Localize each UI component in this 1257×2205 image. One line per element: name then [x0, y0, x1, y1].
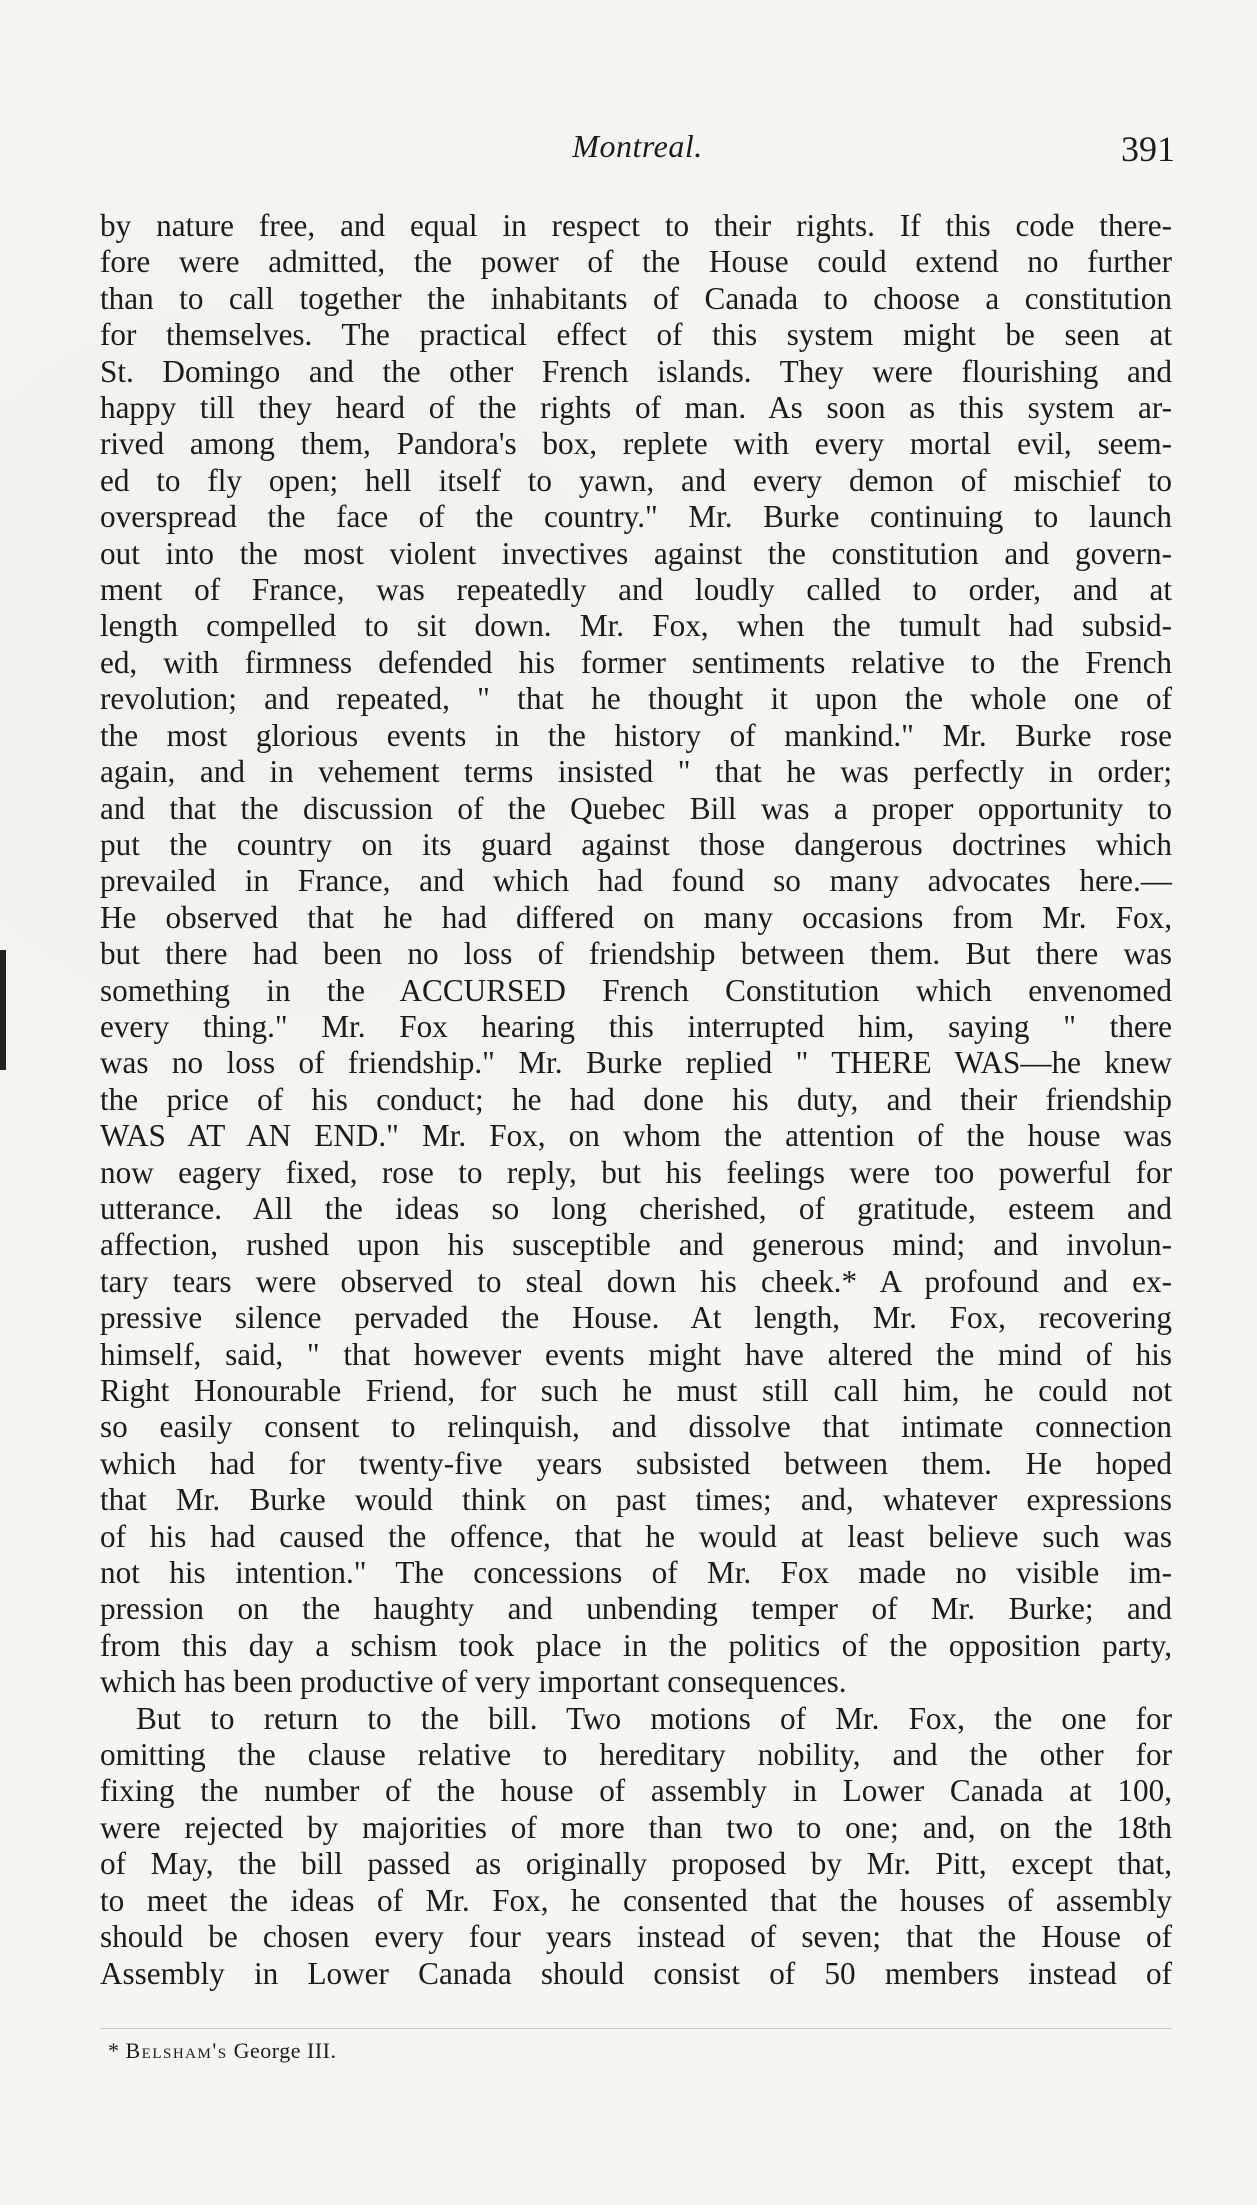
text-line: not his intention." The concessions of Mr. Fox made no visible im- — [100, 1555, 1172, 1591]
text-line: that Mr. Burke would think on past times; and, whatever expressions — [100, 1482, 1172, 1518]
body-text — [100, 208, 1172, 1992]
paragraph-1 — [100, 208, 1172, 1701]
text-line: fixing the number of the house of assembly in Lower Canada at 100, — [100, 1773, 1172, 1809]
text-line: every thing." Mr. Fox hearing this interrupted him, saying " there — [100, 1008, 1172, 1044]
text-line: should be chosen every four years instead of seven; that the House of — [100, 1919, 1172, 1955]
text-line: for themselves. The practical effect of this system might be seen at — [100, 317, 1172, 353]
text-line: happy till they heard of the rights of man. As soon as this system ar- — [100, 390, 1172, 426]
footnote-marker: * — [108, 2038, 120, 2063]
footnote-work: George III. — [233, 2038, 337, 2063]
text-line: ed to fly open; hell itself to yawn, and every demon of mischief to — [100, 462, 1172, 498]
text-line: the price of his conduct; he had done his duty, and their friendship — [100, 1081, 1172, 1117]
footnote-rule — [100, 2028, 1172, 2029]
footnote-author: Belsham's — [125, 2038, 228, 2063]
text-line: Right Honourable Friend, for such he must still call him, he could not — [100, 1373, 1172, 1408]
text-line: was no loss of friendship." Mr. Burke replied " THERE WAS—he knew — [100, 1045, 1172, 1081]
text-line: of his had caused the offence, that he would at least believe such was — [100, 1518, 1172, 1554]
text-line: than to call together the inhabitants of Canada to choose a constitution — [100, 280, 1172, 316]
text-line: omitting the clause relative to hereditary nobility, and the other for — [100, 1737, 1172, 1773]
text-line: himself, said, " that however events might have altered the mind of his — [100, 1336, 1172, 1372]
page-edge-mark — [0, 950, 6, 1070]
text-line: rived among them, Pandora's box, replete with every mortal evil, seem- — [100, 426, 1172, 462]
text-line: overspread the face of the country." Mr. Burke continuing to launch — [100, 499, 1172, 535]
text-line: He observed that he had differed on many occasions from Mr. Fox, — [100, 899, 1172, 935]
text-line: which had for twenty-five years subsisted between them. He hoped — [100, 1445, 1172, 1481]
text-line: revolution; and repeated, " that he thought it upon the whole one of — [100, 681, 1172, 717]
paragraph-2 — [100, 1701, 1172, 1992]
text-line: now eagery fixed, rose to reply, but his feelings were too powerful for — [100, 1154, 1172, 1190]
text-line: from this day a schism took place in the politics of the opposition party, — [100, 1627, 1172, 1663]
text-line: Assembly in Lower Canada should consist of 50 members instead of — [100, 1955, 1172, 1991]
text-line: put the country on its guard against those dangerous doctrines which — [100, 826, 1172, 862]
page-number: 391 — [1121, 129, 1175, 169]
text-line: the most glorious events in the history of mankind." Mr. Burke rose — [100, 717, 1172, 753]
text-line: and that the discussion of the Quebec Bill was a proper opportunity to — [100, 790, 1172, 826]
text-line: But to return to the bill. Two motions of Mr. Fox, the one for — [136, 1700, 1172, 1736]
text-line: but there had been no loss of friendship between them. But there was — [100, 936, 1172, 972]
text-line: out into the most violent invectives against the constitution and govern- — [100, 535, 1172, 571]
text-line: which has been productive of very important consequences. — [100, 1664, 847, 1700]
text-line: were rejected by majorities of more than two to one; and, on the 18th — [100, 1809, 1172, 1845]
text-line: so easily consent to relinquish, and dissolve that intimate connection — [100, 1409, 1172, 1445]
page-header — [100, 128, 1175, 176]
text-line: by nature free, and equal in respect to their rights. If this code there- — [100, 208, 1172, 243]
text-line: fore were admitted, the power of the House could extend no further — [100, 244, 1172, 280]
text-line: something in the ACCURSED French Constitution which envenomed — [100, 972, 1172, 1008]
text-line: ment of France, was repeatedly and loudly called to order, and at — [100, 572, 1172, 608]
text-line: again, and in vehement terms insisted " that he was perfectly in order; — [100, 754, 1172, 790]
text-line: to meet the ideas of Mr. Fox, he consented that the houses of assembly — [100, 1882, 1172, 1918]
text-line: tary tears were observed to steal down his cheek.* A profound and ex- — [100, 1263, 1172, 1299]
text-line: St. Domingo and the other French islands. They were flourishing and — [100, 353, 1172, 389]
text-line: of May, the bill passed as originally proposed by Mr. Pitt, except that, — [100, 1846, 1172, 1882]
text-line: prevailed in France, and which had found so many advocates here.— — [100, 863, 1172, 899]
running-title: Montreal. — [572, 128, 703, 164]
text-line: pressive silence pervaded the House. At length, Mr. Fox, recovering — [100, 1300, 1172, 1336]
text-line: length compelled to sit down. Mr. Fox, when the tumult had subsid- — [100, 608, 1172, 644]
text-line: ed, with firmness defended his former sentiments relative to the French — [100, 644, 1172, 680]
text-line: pression on the haughty and unbending temper of Mr. Burke; and — [100, 1591, 1172, 1627]
footnote — [108, 2038, 336, 2064]
text-line: WAS AT AN END." Mr. Fox, on whom the attention of the house was — [100, 1118, 1172, 1154]
text-line: utterance. All the ideas so long cherished, of gratitude, esteem and — [100, 1190, 1172, 1226]
text-line: affection, rushed upon his susceptible and generous mind; and involun- — [100, 1227, 1172, 1263]
